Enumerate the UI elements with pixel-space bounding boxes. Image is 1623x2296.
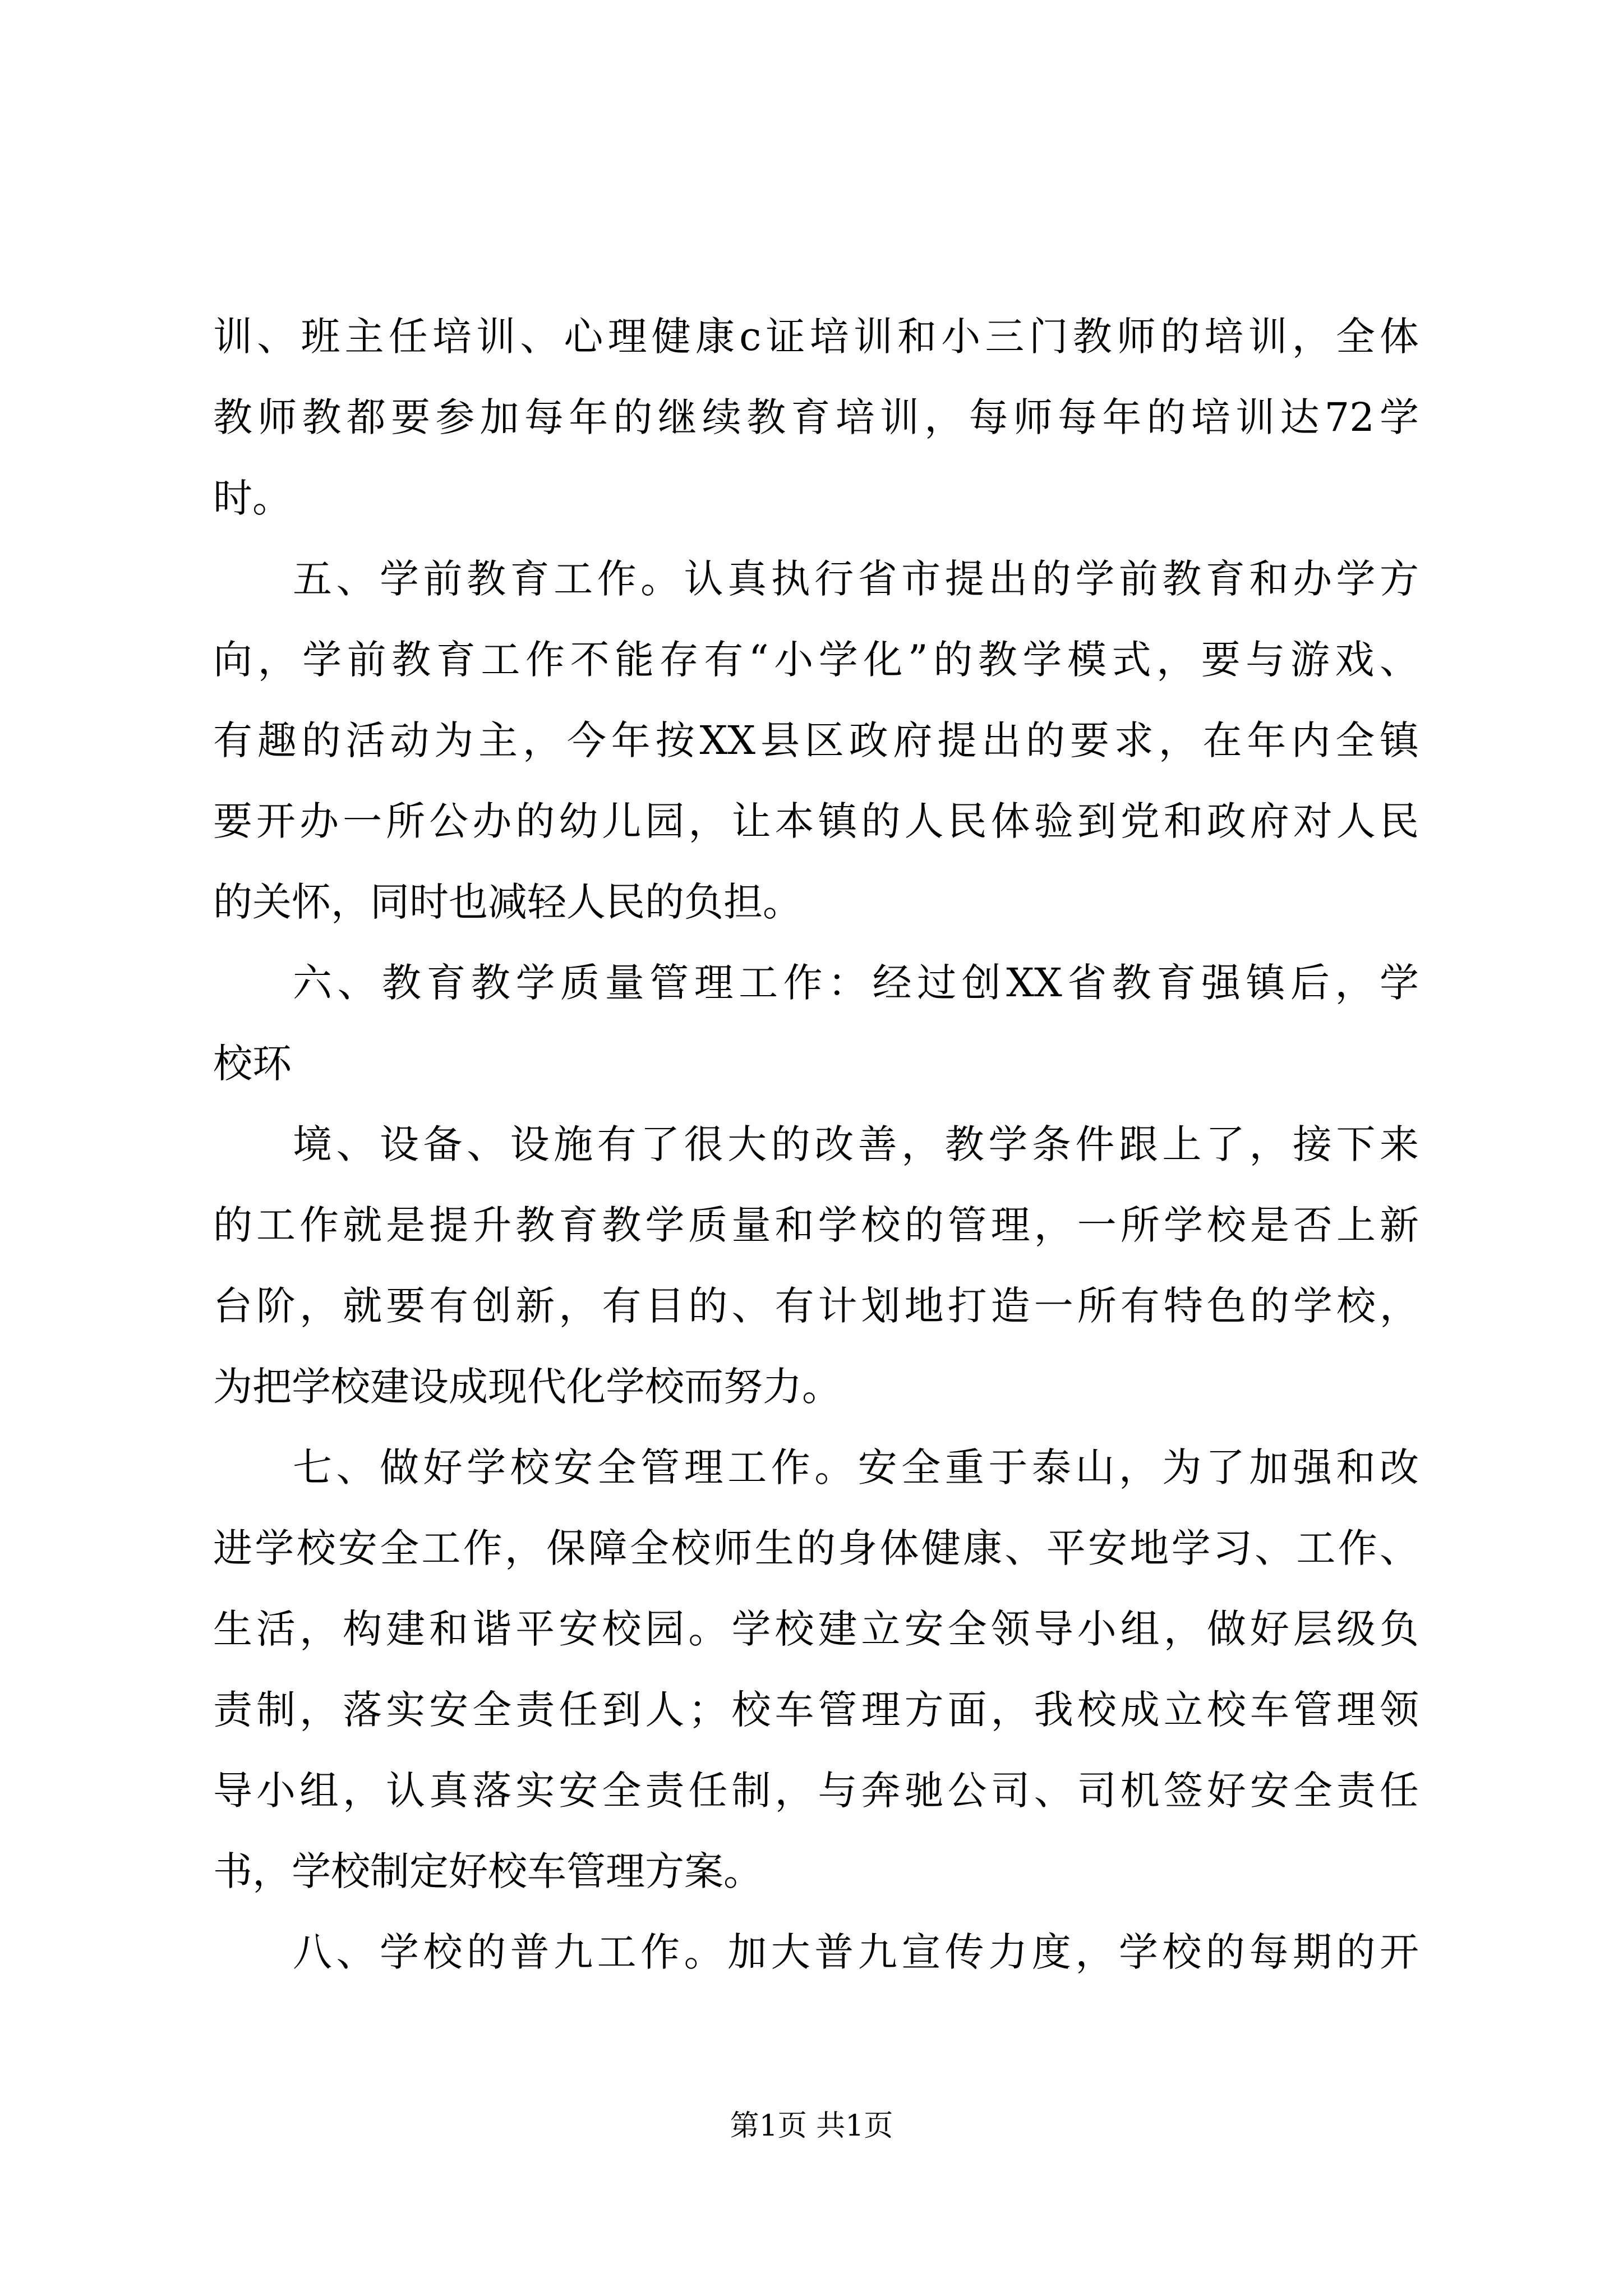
text-line: 责制，落实安全责任到人；校车管理方面，我校成立校车管理领 xyxy=(213,1687,1419,1733)
text-line: 要开办一所公办的幼儿园，让本镇的人民体验到党和政府对人民 xyxy=(213,798,1419,844)
text-line: 台阶，就要有创新，有目的、有计划地打造一所有特色的学校， xyxy=(213,1283,1419,1329)
text-line: 生活，构建和谐平安校园。学校建立安全领导小组，做好层级负 xyxy=(213,1606,1419,1652)
page-footer: 第1页 共1页 xyxy=(730,2109,893,2143)
text-line: 为把学校建设成现代化学校而努力。 xyxy=(213,1364,841,1410)
text-line: 八、学校的普九工作。加大普九宣传力度，学校的每期的开 xyxy=(293,1929,1419,1975)
text-line: 教师教都要参加每年的继续教育培训，每师每年的培训达72学 xyxy=(213,394,1419,440)
text-line: 向，学前教育工作不能存有“小学化”的教学模式，要与游戏、 xyxy=(213,637,1419,683)
text-line: 书，学校制定好校车管理方案。 xyxy=(213,1848,763,1894)
text-line: 训、班主任培训、心理健康c证培训和小三门教师的培训，全体 xyxy=(213,314,1419,360)
text-line: 导小组，认真落实安全责任制，与奔驰公司、司机签好安全责任 xyxy=(213,1768,1419,1814)
text-line: 五、学前教育工作。认真执行省市提出的学前教育和办学方 xyxy=(293,556,1419,602)
text-line: 六、教育教学质量管理工作：经过创XX省教育强镇后，学 xyxy=(293,960,1419,1006)
text-line: 有趣的活动为主，今年按XX县区政府提出的要求，在年内全镇 xyxy=(213,717,1419,763)
text-line: 的关怀，同时也减轻人民的负担。 xyxy=(213,879,802,925)
document-body xyxy=(213,296,1419,1993)
text-line: 时。 xyxy=(213,475,292,521)
text-line: 校环 xyxy=(213,1041,292,1087)
text-line: 境、设备、设施有了很大的改善，教学条件跟上了，接下来 xyxy=(293,1121,1419,1167)
text-line: 的工作就是提升教育教学质量和学校的管理，一所学校是否上新 xyxy=(213,1202,1419,1248)
text-line: 进学校安全工作，保障全校师生的身体健康、平安地学习、工作、 xyxy=(213,1525,1419,1571)
text-line: 七、做好学校安全管理工作。安全重于泰山，为了加强和改 xyxy=(293,1444,1419,1490)
